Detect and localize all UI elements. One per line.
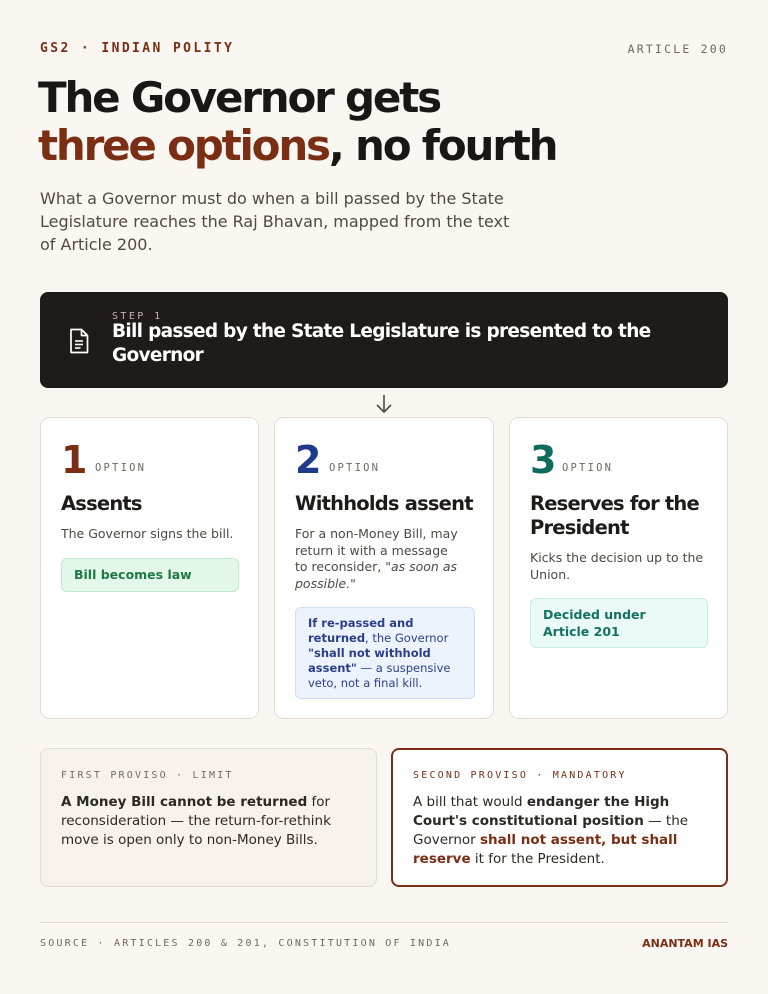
top-bar — [40, 41, 728, 57]
option-label: OPTION — [95, 462, 147, 474]
option-number: 3 — [530, 438, 557, 482]
note-bold-2: "shall not withhold assent" — [308, 646, 431, 675]
step-label: STEP 1 — [112, 311, 163, 322]
proviso-bold: A Money Bill cannot be returned — [61, 794, 308, 810]
proviso-text — [413, 793, 713, 869]
proviso-t1: A bill that would — [413, 794, 527, 810]
option-title: Withholds assent — [295, 492, 473, 515]
proviso-text — [61, 793, 351, 850]
proviso-t2: — the Governor — [413, 813, 689, 848]
option-label: OPTION — [562, 462, 614, 474]
option-title: Assents — [61, 492, 142, 515]
option-number: 1 — [61, 438, 88, 482]
outcome-badge: Decided under Article 201 — [530, 598, 708, 648]
option-title: Reserves for the President — [530, 492, 699, 539]
arrow-down-icon — [374, 393, 394, 415]
second-proviso-card — [391, 748, 728, 887]
first-proviso-card — [40, 748, 377, 887]
footer-divider — [40, 922, 728, 923]
outcome-badge: Bill becomes law — [61, 558, 239, 592]
description-main: For a non-Money Bill, may return it with a message to reconsider, — [295, 526, 458, 574]
note-end: — a suspensive veto, not a final kill. — [308, 661, 451, 690]
option-description: The Governor signs the bill. — [61, 526, 234, 541]
brand-name: ANANTAM IAS — [642, 937, 728, 950]
note-mid: , the Governor — [365, 631, 449, 645]
intro-text: What a Governor must do when a bill passed by the State Legislature reaches the Raj Bhavan, mapped from the text of Article 200. — [40, 189, 510, 254]
option-card-reserves — [509, 417, 728, 719]
option-description — [295, 526, 463, 592]
document-icon — [68, 328, 90, 354]
option-number: 2 — [295, 438, 322, 482]
option-label: OPTION — [329, 462, 381, 474]
source-note: SOURCE · ARTICLES 200 & 201, CONSTITUTION OF INDIA — [40, 938, 452, 949]
option-description: Kicks the decision up to the Union. — [530, 550, 704, 582]
suspensive-veto-note — [295, 607, 475, 699]
proviso-b1: endanger the High Court's constitutional position — [413, 794, 670, 829]
note-bold-1: If re-passed and returned — [308, 616, 414, 645]
proviso-label: FIRST PROVISO · LIMIT — [61, 770, 234, 781]
proviso-rest: for reconsideration — the return-for-rethink move is open only to non-Money Bills. — [61, 794, 331, 848]
headline-line1: The Governor gets — [38, 73, 440, 122]
option-card-withholds — [274, 417, 494, 719]
description-quote: "as soon as possible." — [295, 559, 457, 591]
headline-accent: three options — [38, 121, 329, 170]
headline-rest: , no fourth — [328, 121, 557, 170]
option-card-assents — [40, 417, 259, 719]
subject-kicker: GS2 · INDIAN POLITY — [40, 41, 235, 56]
article-tag: ARTICLE 200 — [627, 42, 728, 56]
step-title: Bill passed by the State Legislature is presented to the Governor — [112, 321, 651, 366]
headline — [38, 74, 556, 170]
proviso-t3: it for the President. — [470, 851, 605, 867]
proviso-b2: shall not assent, but shall reserve — [413, 832, 678, 867]
proviso-label: SECOND PROVISO · MANDATORY — [413, 770, 627, 781]
